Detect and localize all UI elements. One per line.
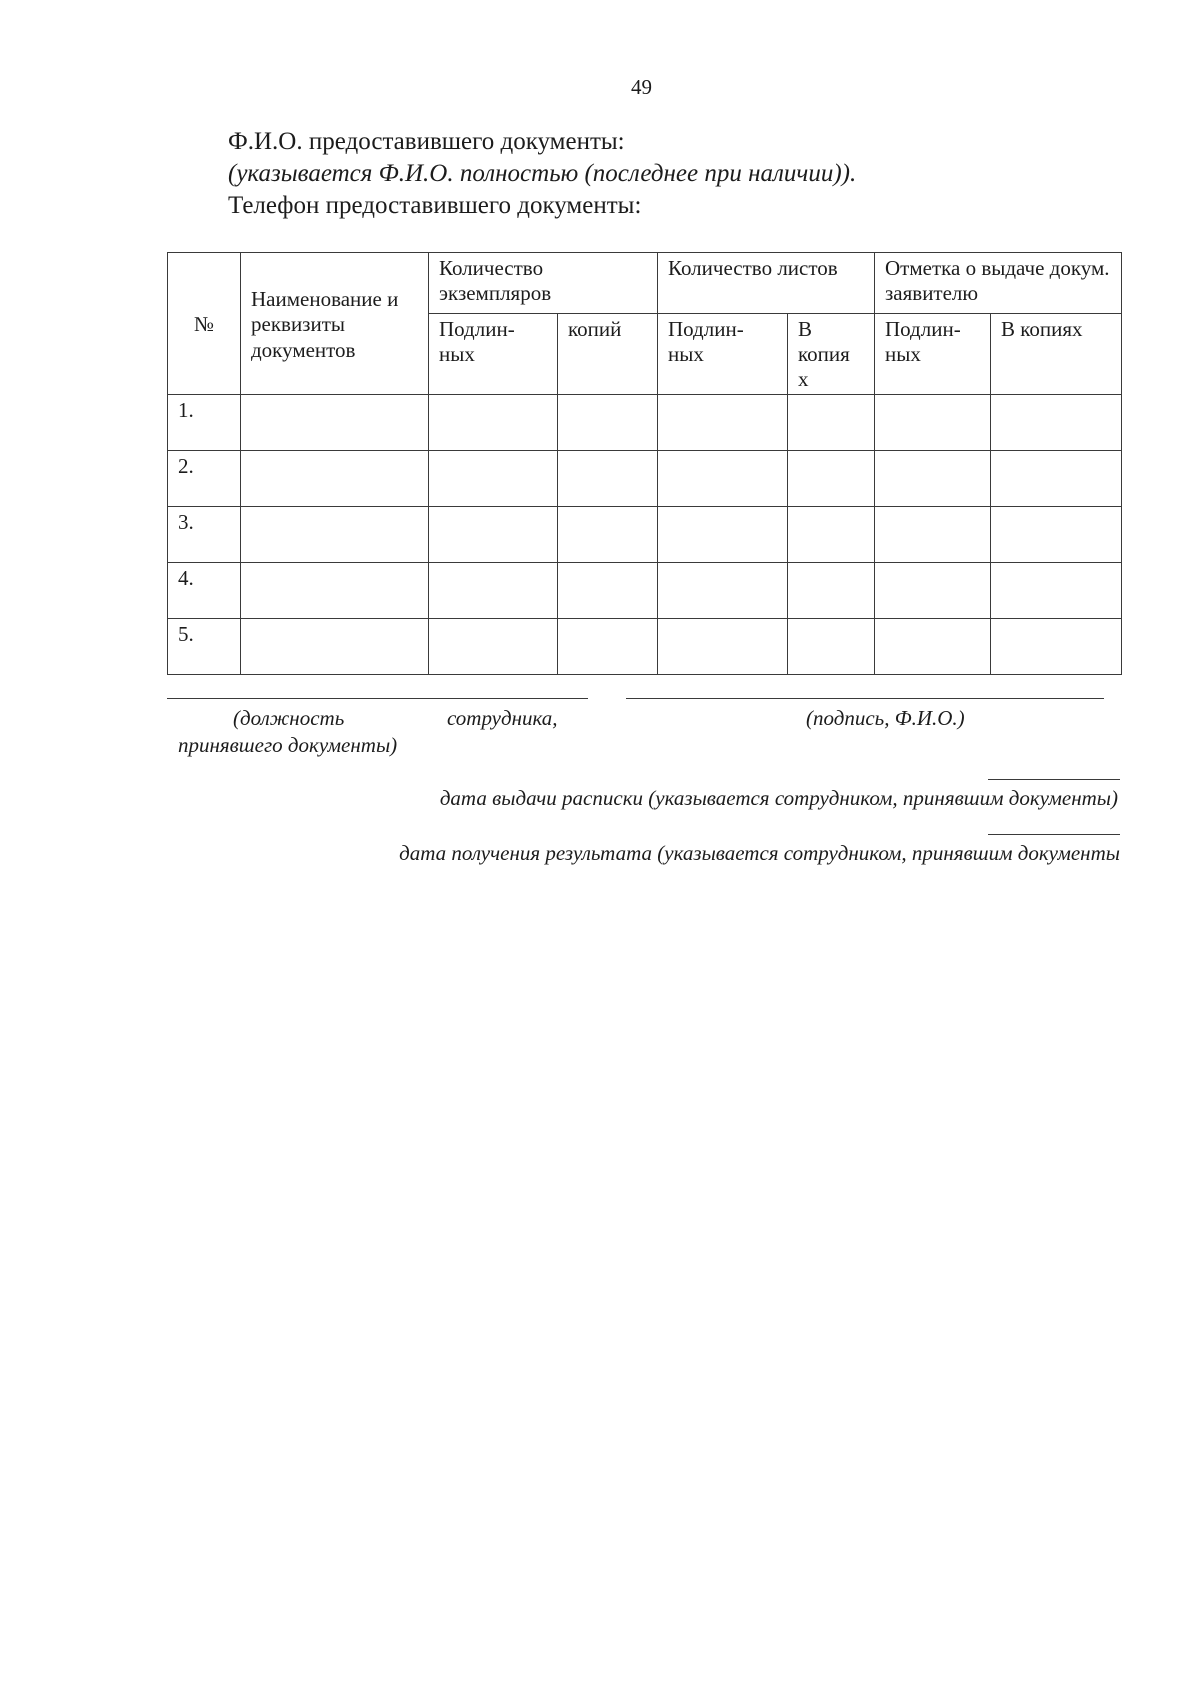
table-cell[interactable] [658,395,788,451]
table-cell[interactable] [991,451,1122,507]
row-number: 3. [168,507,241,563]
table-header-row [168,253,1122,314]
table-cell[interactable] [429,395,558,451]
col-issue-group-header: Отметка о выдаче докум. заявителю [875,253,1122,314]
issue-date-caption: дата выдачи расписки (указывается сотрудником, принявшим документы) [439,786,1118,810]
row-number: 4. [168,563,241,619]
table-cell[interactable] [558,563,658,619]
table-cell[interactable] [429,451,558,507]
sub-sheets-copy: В копия х [788,314,875,395]
table-cell[interactable] [788,507,875,563]
table-cell[interactable] [558,451,658,507]
sub-copies-original: Подлин-ных [429,314,558,395]
table-cell[interactable] [991,563,1122,619]
table-row [168,395,1122,451]
row-number: 1. [168,395,241,451]
table-cell[interactable] [788,619,875,675]
table-cell[interactable] [241,507,429,563]
col-name-header: Наименование и реквизиты документов [241,253,429,395]
table-cell[interactable] [991,507,1122,563]
table-cell[interactable] [788,395,875,451]
table-cell[interactable] [558,395,658,451]
table-cell[interactable] [241,395,429,451]
col-number-header: № [168,253,241,395]
applicant-name-label: Ф.И.О. предоставившего документы: [228,128,625,155]
table-row [168,451,1122,507]
table-cell[interactable] [875,619,991,675]
sub-issue-original: Подлин-ных [875,314,991,395]
table-cell[interactable] [875,395,991,451]
col-copies-group-header: Количество экземпляров [429,253,658,314]
table-cell[interactable] [429,563,558,619]
table-cell[interactable] [429,619,558,675]
result-date-line[interactable] [988,834,1120,835]
table-cell[interactable] [875,507,991,563]
table-cell[interactable] [658,563,788,619]
table-cell[interactable] [875,451,991,507]
table-cell[interactable] [429,507,558,563]
position-caption-part2: сотрудника, [447,706,558,730]
position-signature-line[interactable] [167,698,588,699]
page-number: 49 [631,75,652,99]
row-number: 5. [168,619,241,675]
applicant-phone-label: Телефон предоставившего документы: [228,192,642,219]
table-cell[interactable] [658,619,788,675]
table-cell[interactable] [788,451,875,507]
table-cell[interactable] [788,563,875,619]
table-row [168,619,1122,675]
row-number: 2. [168,451,241,507]
sub-copies-copy: копий [558,314,658,395]
signature-caption: (подпись, Ф.И.О.) [806,706,965,730]
result-date-caption: дата получения результата (указывается сотрудником, принявшим документы [399,841,1120,865]
position-caption-part1: (должность [233,706,345,730]
position-caption-part3: принявшего документы) [178,733,398,757]
table-row [168,563,1122,619]
table-cell[interactable] [558,507,658,563]
table-row [168,507,1122,563]
table-cell[interactable] [991,395,1122,451]
sub-issue-copy: В копиях [991,314,1122,395]
name-signature-line[interactable] [626,698,1104,699]
sub-sheets-original: Подлин-ных [658,314,788,395]
table-cell[interactable] [558,619,658,675]
documents-table [167,252,1122,675]
table-cell[interactable] [241,563,429,619]
table-cell[interactable] [875,563,991,619]
table-cell[interactable] [658,507,788,563]
table-cell[interactable] [241,451,429,507]
applicant-name-hint: (указывается Ф.И.О. полностью (последнее при наличии)). [228,160,857,187]
col-sheets-group-header: Количество листов [658,253,875,314]
table-cell[interactable] [241,619,429,675]
table-cell[interactable] [658,451,788,507]
issue-date-line[interactable] [988,779,1120,780]
table-cell[interactable] [991,619,1122,675]
